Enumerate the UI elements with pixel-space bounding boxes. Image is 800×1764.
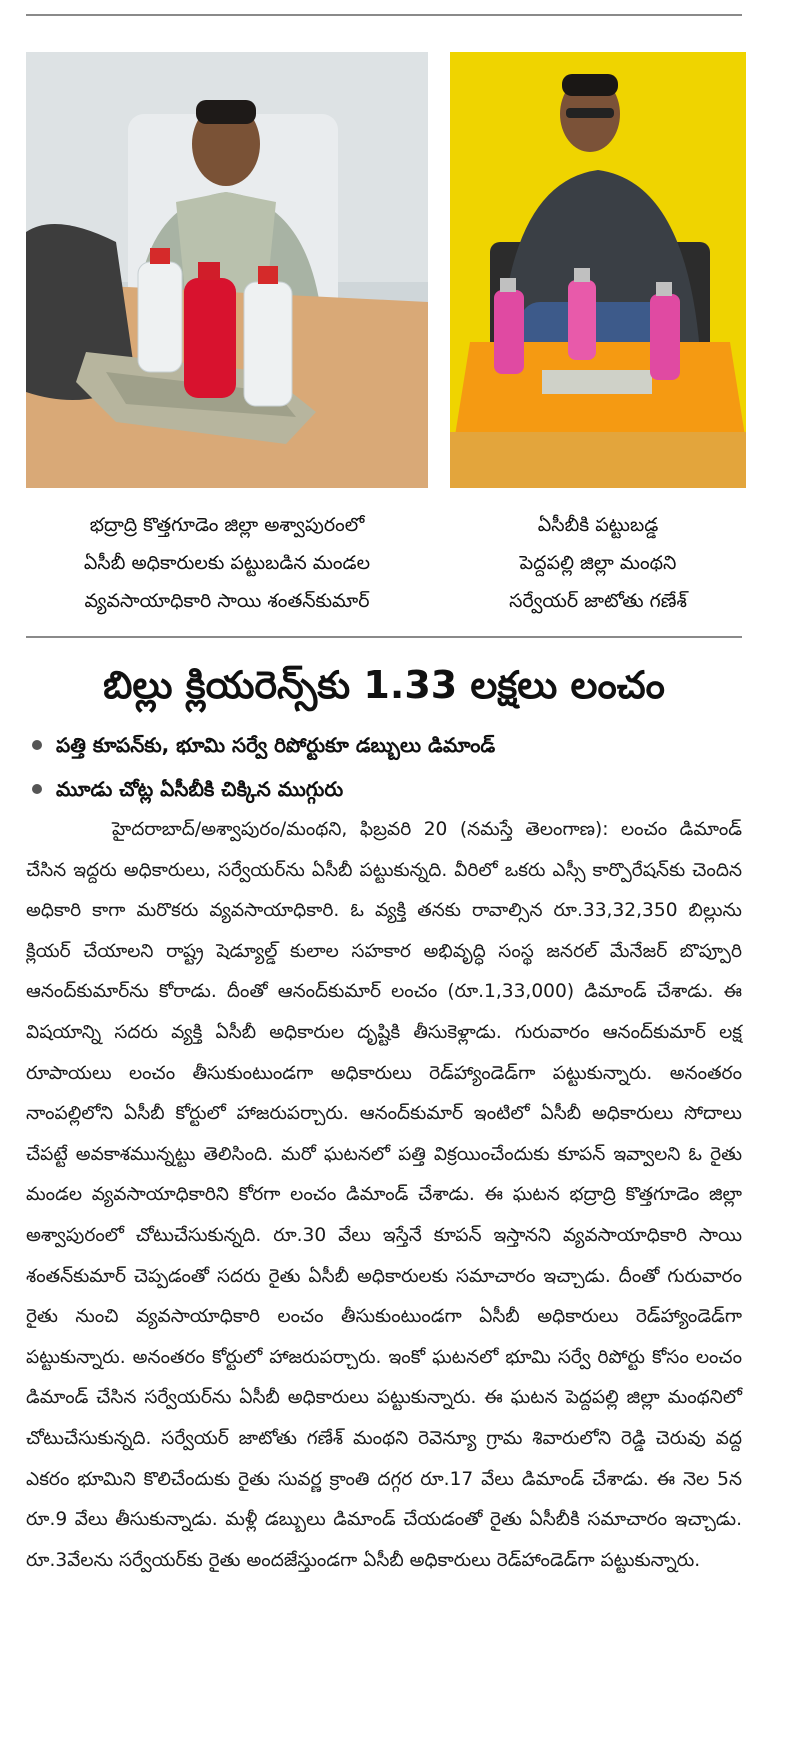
- caption-line: సర్వేయర్ జాటోతు గణేశ్: [509, 590, 687, 612]
- subheading-text: మూడు చోట్ల ఏసీబీకి చిక్కిన ముగ్గురు: [56, 777, 344, 801]
- caption-line: ఏసీబీ అధికారులకు పట్టుబడిన మండల: [83, 552, 371, 574]
- photo-agriculture-officer: [26, 52, 428, 488]
- subheading: [26, 770, 742, 808]
- caption-line: వ్యవసాయాధికారి సాయి శంతన్‌కుమార్: [84, 590, 370, 612]
- bullet-icon: [32, 784, 42, 794]
- caption-line: పెద్దపల్లి జిల్లా మంథని: [519, 552, 677, 574]
- photo-surveyor: [450, 52, 746, 488]
- photo-caption-right: [450, 506, 746, 620]
- article-body: [26, 810, 742, 1581]
- top-divider: [26, 14, 742, 16]
- caption-line: ఏసీబీకి పట్టుబడ్డ: [537, 514, 659, 536]
- headline: బిల్లు క్లియరెన్స్‌కు 1.33 లక్షలు లంచం: [103, 663, 665, 707]
- subheading: [26, 726, 742, 764]
- section-divider: [26, 636, 742, 638]
- bullet-icon: [32, 740, 42, 750]
- caption-line: భద్రాద్రి కొత్తగూడెం జిల్లా అశ్వాపురంలో: [89, 514, 365, 536]
- article-paragraph: హైదరాబాద్/అశ్వాపురం/మంథని, ఫిబ్రవరి 20 (నమస్తే తెలంగాణ): లంచం డిమాండ్ చేసిన ఇద్దరు అధికారులు, సర్వేయర్‌ను ఏసీబీ పట్టుకున్నది. వీరిలో ఒకరు ఎస్సీ కార్పొరేషన్‌కు చెందిన అధికారి కాగా మరొకరు వ్యవసాయాధికారి. ఓ వ్యక్తి తనకు రావాల్సిన రూ.33,32,350 బిల్లును క్లియర్ చేయాలని రాష్ట్ర షెడ్యూల్డ్ కులాల సహకార అభివృద్ధి సంస్థ జనరల్ మేనేజర్ బొప్పూరి ఆనంద్‌కుమార్‌ను కోరాడు. దీంతో ఆనంద్‌కుమార్ లంచం (రూ.1,33,000) డిమాండ్ చేశాడు. ఈ విషయాన్ని సదరు వ్యక్తి ఏసీబీ అధికారుల దృష్టికి తీసుకెళ్లాడు. గురువారం ఆనంద్‌కుమార్ లక్ష రూపాయలు లంచం తీసుకుంటుండగా అధికారులు రెడ్‌హ్యాండెడ్‌గా పట్టుకున్నారు. అనంతరం నాంపల్లిలోని ఏసీబీ కోర్టులో హాజరుపర్చారు. ఆనంద్‌కుమార్ ఇంటిలో ఏసీబీ అధికారులు సోదాలు చేపట్టే అవకాశమున్నట్టు తెలిసింది. మరో ఘటనలో పత్తి విక్రయించేందుకు కూపన్ ఇవ్వాలని ఓ రైతు మండల వ్యవసాయాధికారిని కోరగా లంచం డిమాండ్ చేశాడు. ఈ ఘటన భద్రాద్రి కొత్తగూడెం జిల్లా అశ్వాపురంలో చోటుచేసుకున్నది. రూ.30 వేలు ఇస్తేనే కూపన్ ఇస్తానని వ్యవసాయాధికారి సాయి శంతన్‌కుమార్ చెప్పడంతో సదరు రైతు ఏసీబీ అధికారులకు సమాచారం ఇచ్చాడు. దీంతో గురువారం రైతు నుంచి వ్యవసాయాధికారి లంచం తీసుకుంటుండగా ఏసీబీ అధికారులు రెడ్‌హ్యాండెడ్‌గా పట్టుకున్నారు. అనంతరం కోర్టులో హాజరుపర్చారు. ఇంకో ఘటనలో భూమి సర్వే రిపోర్టు కోసం లంచం డిమాండ్ చేసిన సర్వేయర్‌ను ఏసీబీ అధికారులు పట్టుకున్నారు. ఈ ఘటన పెద్దపల్లి జిల్లా మంథనిలో చోటుచేసుకున్నది. సర్వేయర్ జాటోతు గణేశ్ మంథని రెవెన్యూ గ్రామ శివారులోని రెడ్డి చెరువు వద్ద ఎకరం భూమిని కొలిచేందుకు రైతు సువర్ణ క్రాంతి దగ్గర రూ.17 వేలు డిమాండ్ చేశాడు. ఈ నెల 5న రూ.9 వేలు తీసుకున్నాడు. మళ్లీ డబ్బులు డిమాండ్ చేయడంతో రైతు ఏసీబీకి సమాచారం ఇచ్చాడు. రూ.3వేలను సర్వేయర్‌కు రైతు అందజేస్తుండగా ఏసీబీ అధికారులు రెడ్‌హాండెడ్‌గా పట్టుకున్నారు.: [26, 819, 742, 1571]
- photo-caption-left: [26, 506, 428, 620]
- subheading-text: పత్తి కూపన్‌కు, భూమి సర్వే రిపోర్టుకూ డబ్బులు డిమాండ్: [56, 733, 496, 757]
